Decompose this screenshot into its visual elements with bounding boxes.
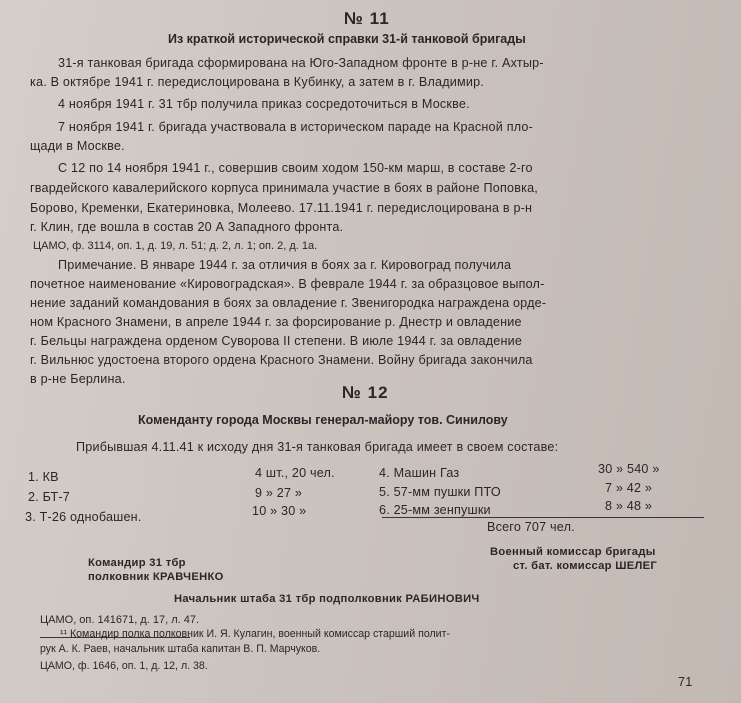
equipment-qty: 9 » 27 » [255,486,303,500]
doc11-archive-ref: ЦАМО, ф. 3114, оп. 1, д. 19, л. 51; д. 2, л. 1; оп. 2, д. 1а. [33,240,318,252]
equipment-item: 2. БТ-7 [28,490,70,504]
doc11-line: гвардейского кавалерийского корпуса принимала участие в боях в районе Поповка, [30,181,538,195]
doc11-line: г. Клин, где вошла в состав 20 А Западного фронта. [30,220,344,234]
equipment-item: 1. КВ [28,470,59,484]
doc12-number: № 12 [342,383,389,402]
equipment-item: 3. Т-26 однобашен. [25,510,142,524]
doc12-intro: Прибывшая 4.11.41 к исходу дня 31-я танковая бригада имеет в своем составе: [76,440,559,454]
equipment-item: 4. Машин Газ [379,466,460,480]
equipment-qty: 10 » 30 » [252,504,307,518]
doc11-note-line: г. Бельцы награждена орденом Суворова II степени. В июле 1944 г. за овладение [30,334,523,348]
doc11-note-line: нение заданий командования в боях за овладение г. Звенигородка награждена орде- [30,296,547,310]
doc11-note-line: в р-не Берлина. [30,372,126,386]
commissar-title: Военный комиссар бригады [490,546,656,558]
doc11-line: ка. В октябре 1941 г. передислоцирована в Кубинку, а затем в г. Владимир. [30,75,485,89]
equipment-qty: 8 » 48 » [605,499,653,513]
doc11-line: Борово, Кременки, Екатериновка, Молеево. 17.11.1941 г. передислоцирована в р-н [30,201,533,215]
footnote-line: ¹¹ Командир полка полковник И. Я. Кулагин, военный комиссар старший полит- [60,628,450,640]
commissar-name: ст. бат. комиссар ШЕЛЕГ [513,560,658,572]
equipment-qty: 4 шт., 20 чел. [255,466,335,480]
total-divider [382,517,704,518]
doc11-line: 7 ноября 1941 г. бригада участвовала в историческом параде на Красной пло- [58,120,533,134]
doc11-line: 31-я танковая бригада сформирована на Юго-Западном фронте в р-не г. Ахтыр- [58,56,544,70]
total-count: Всего 707 чел. [487,520,575,534]
chief-of-staff: Начальник штаба 31 тбр подполковник РАБИНОВИЧ [174,593,480,605]
doc11-line: 4 ноября 1941 г. 31 тбр получила приказ сосредоточиться в Москве. [58,97,470,111]
doc11-note-line: Примечание. В январе 1944 г. за отличия в боях за г. Кировоград получила [58,258,512,272]
equipment-item: 5. 57-мм пушки ПТО [379,485,501,499]
doc11-heading: Из краткой исторической справки 31-й танковой бригады [168,32,526,46]
commander-title: Командир 31 тбр [88,557,186,569]
doc11-number: № 11 [344,9,390,28]
doc11-note-line: ном Красного Знамени, в апреле 1944 г. за форсирование р. Днестр и овладение [30,315,522,329]
equipment-item: 6. 25-мм зенпушки [379,503,491,517]
page-number: 71 [678,675,693,689]
doc11-note-line: г. Вильнюс удостоена второго ордена Красного Знамени. Войну бригада закончила [30,353,533,367]
footnote-line: ЦАМО, ф. 1646, оп. 1, д. 12, л. 38. [40,660,208,672]
doc11-note-line: почетное наименование «Кировоградская». В феврале 1944 г. за образцовое выпол- [30,277,545,291]
doc12-archive-ref: ЦАМО, оп. 141671, д. 17, л. 47. [40,614,200,626]
doc11-line: щади в Москве. [30,139,125,153]
footnote-line: рук А. К. Раев, начальник штаба капитан В. П. Марчуков. [40,643,321,655]
equipment-qty: 30 » 540 » [598,462,660,476]
doc12-heading: Коменданту города Москвы генерал-майору тов. Синилову [138,413,508,427]
doc11-line: С 12 по 14 ноября 1941 г., совершив своим ходом 150-км марш, в составе 2-го [58,161,533,175]
commander-name: полковник КРАВЧЕНКО [88,571,224,583]
equipment-qty: 7 » 42 » [605,481,653,495]
